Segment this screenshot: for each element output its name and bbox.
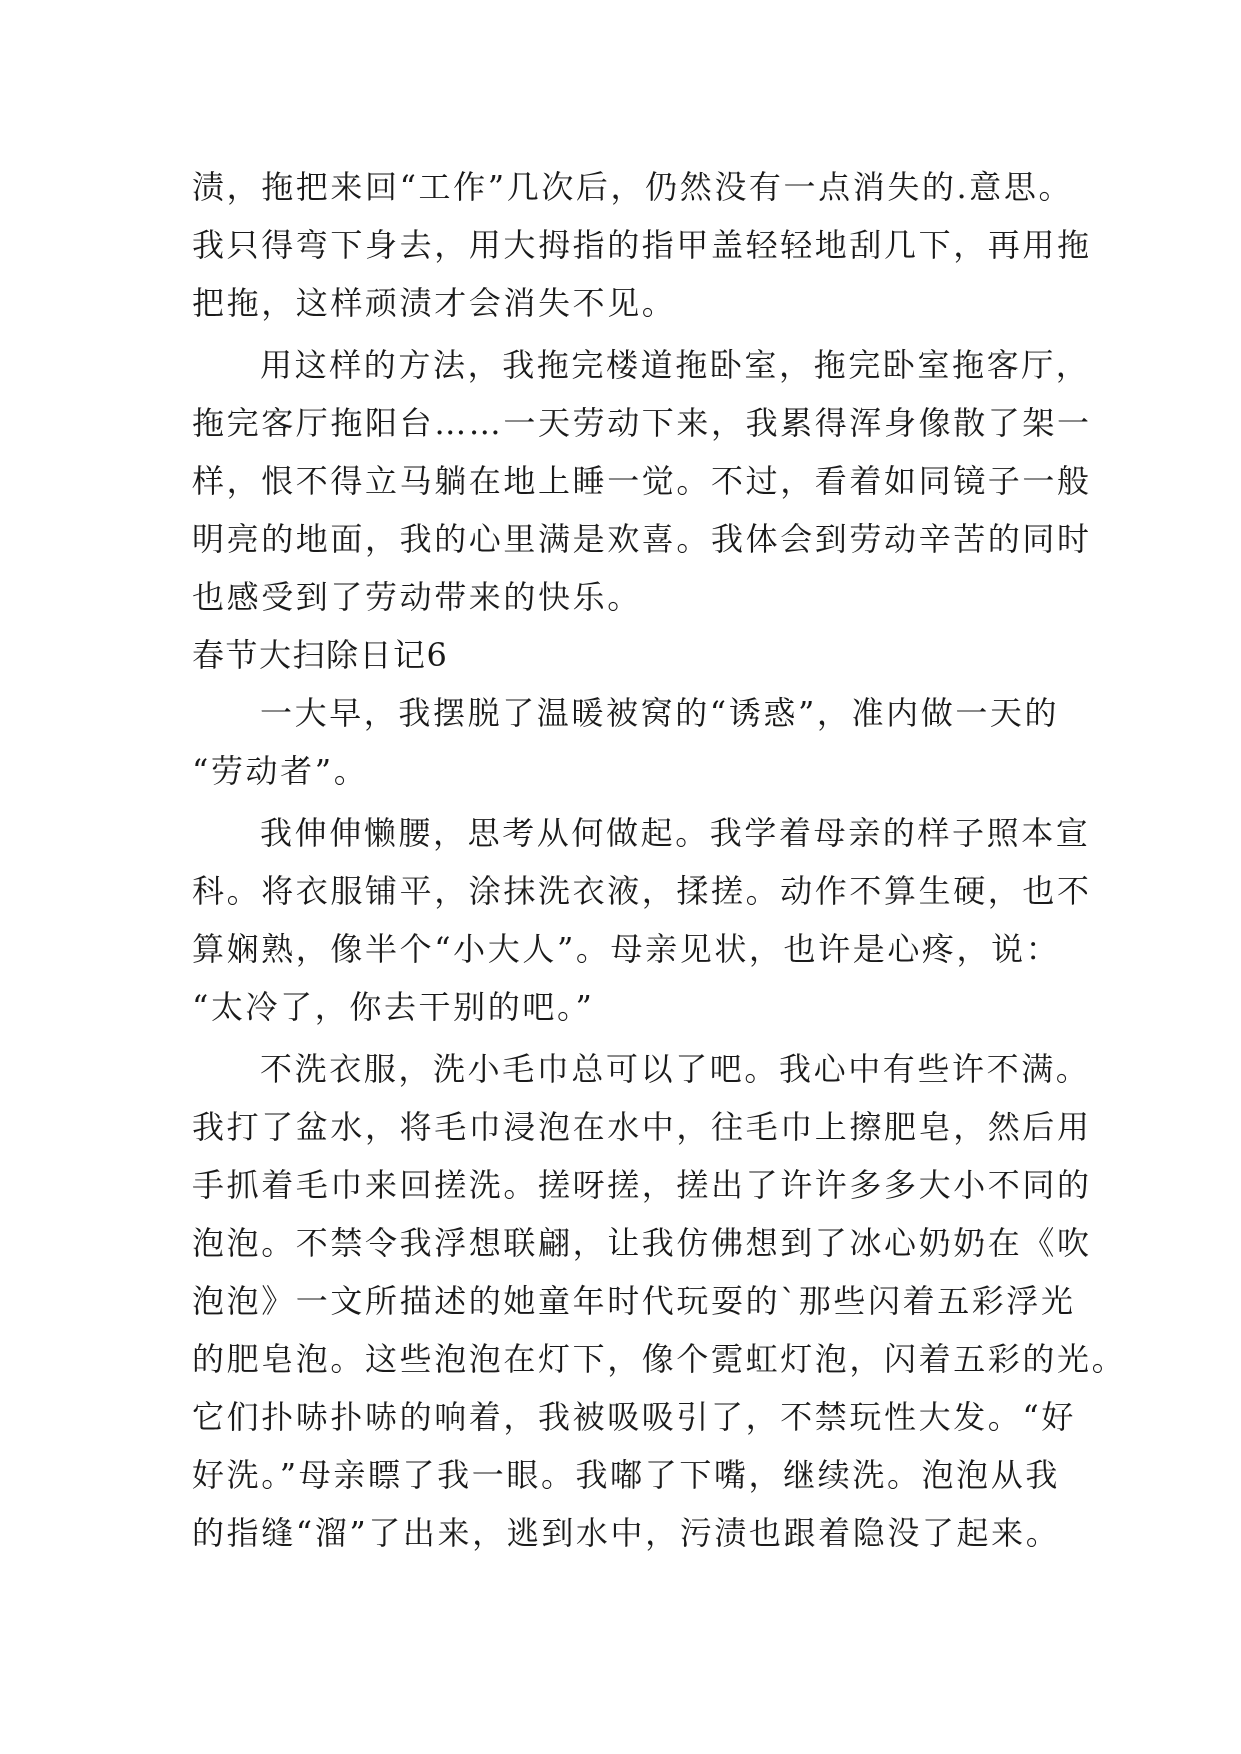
text-line: 的肥皂泡。这些泡泡在灯下，像个霓虹灯泡，闪着五彩的光。 (192, 1340, 1127, 1378)
text-line: “劳动者”。 (192, 752, 369, 790)
text-line: 不洗衣服，洗小毛巾总可以了吧。我心中有些许不满。 (260, 1050, 1091, 1088)
section-heading: 春节大扫除日记6 (192, 636, 449, 674)
text-line: 用这样的方法，我拖完楼道拖卧室，拖完卧室拖客厅， (260, 346, 1091, 384)
text-line: 拖完客厅拖阳台……一天劳动下来，我累得浑身像散了架一 (192, 404, 1092, 442)
text-line: 明亮的地面，我的心里满是欢喜。我体会到劳动辛苦的同时 (192, 520, 1092, 558)
text-line: 泡泡。不禁令我浮想联翩，让我仿佛想到了冰心奶奶在《吹 (192, 1224, 1092, 1262)
text-line: 好洗。”母亲瞟了我一眼。我嘟了下嘴，继续洗。泡泡从我 (192, 1456, 1060, 1494)
text-line: 把拖，这样顽渍才会消失不见。 (192, 284, 677, 322)
text-line: 它们扑哧扑哧的响着，我被吸吸引了，不禁玩性大发。“好 (192, 1398, 1076, 1436)
text-line: 手抓着毛巾来回搓洗。搓呀搓，搓出了许许多多大小不同的 (192, 1166, 1092, 1204)
text-line: 我伸伸懒腰，思考从何做起。我学着母亲的样子照本宣 (260, 814, 1091, 852)
text-line: 科。将衣服铺平，涂抹洗衣液，揉搓。动作不算生硬，也不 (192, 872, 1092, 910)
text-line: 也感受到了劳动带来的快乐。 (192, 578, 642, 616)
text-line: 泡泡》一文所描述的她童年时代玩耍的`那些闪着五彩浮光 (192, 1282, 1076, 1320)
text-line: “太冷了，你去干别的吧。” (192, 988, 595, 1026)
text-line: 样，恨不得立马躺在地上睡一觉。不过，看着如同镜子一般 (192, 462, 1092, 500)
text-line: 的指缝“溜”了出来，逃到水中，污渍也跟着隐没了起来。 (192, 1514, 1061, 1552)
text-line: 渍，拖把来回“工作”几次后，仍然没有一点消失的.意思。 (192, 168, 1074, 206)
text-line: 算娴熟，像半个“小大人”。母亲见状，也许是心疼，说： (192, 930, 1061, 968)
text-line: 我只得弯下身去，用大拇指的指甲盖轻轻地刮几下，再用拖 (192, 226, 1092, 264)
text-line: 一大早，我摆脱了温暖被窝的“诱惑”，准内做一天的 (260, 694, 1060, 732)
document-body (192, 158, 1127, 1562)
text-line: 我打了盆水，将毛巾浸泡在水中，往毛巾上擦肥皂，然后用 (192, 1108, 1092, 1146)
